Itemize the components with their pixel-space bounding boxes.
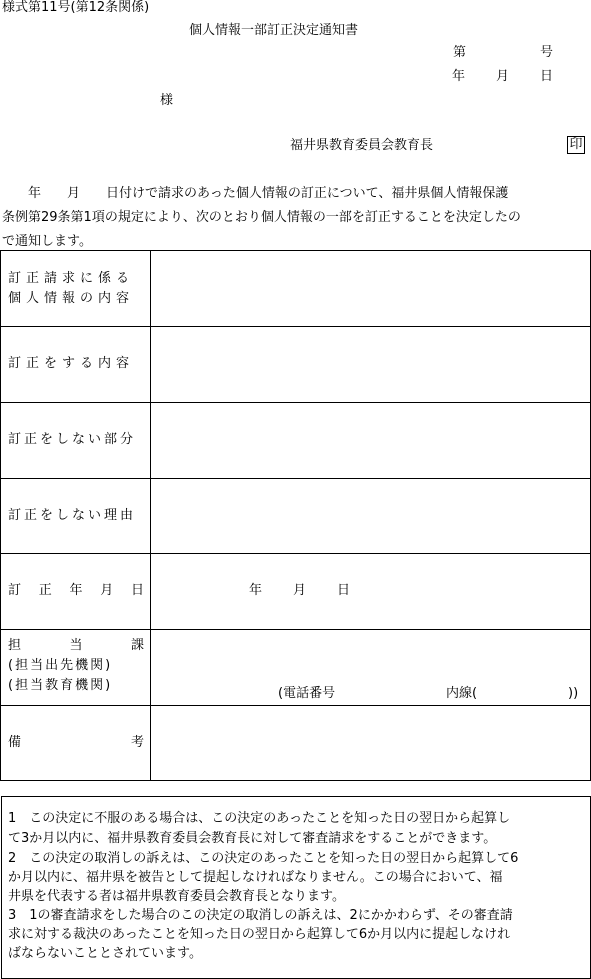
intro-line: 年 月 日付けで請求のあった個人情報の訂正について、福井県個人情報保護	[2, 186, 509, 201]
row-label-remarks: 備	[8, 735, 22, 750]
row-label-uncorrected-reason: 訂正をしない理由	[8, 508, 137, 523]
note-2-line-3: 井県を代表する者は福井県教育委員会教育長となります。	[8, 889, 345, 904]
label-char: 正	[38, 583, 52, 598]
phone-number-label: (電話番号	[278, 686, 336, 701]
row-label-remarks-2: 考	[131, 735, 145, 750]
note-2-line-2: か月以内に、福井県を被告として提起しなければなりません。この場合において、福	[8, 870, 503, 885]
row-label-education-office: (担当教育機関)	[8, 678, 113, 693]
label-char: 課	[130, 638, 144, 653]
correction-date-day: 日	[337, 583, 351, 598]
intro-line: で通知します。	[2, 234, 92, 249]
note-1-line-1: 1 この決定に不服のある場合は、この決定のあったことを知った日の翌日から起算し	[8, 811, 511, 826]
note-1-line-2: て3か月以内に、福井県教育委員会教育長に対して審査請求をすることができます。	[8, 831, 497, 846]
seal-mark: 印	[567, 136, 585, 154]
label-char: 担	[8, 638, 22, 653]
issuer-name: 福井県教育委員会教育長	[290, 138, 434, 153]
date-month-label: 月	[496, 69, 510, 84]
intro-paragraph	[2, 182, 590, 254]
doc-number-prefix: 第	[453, 45, 467, 60]
correction-date-year: 年	[249, 583, 263, 598]
row-label-request-content-2: 個人情報の内容	[8, 291, 135, 306]
row-label-request-content: 訂正請求に係る	[8, 271, 135, 286]
date-year-label: 年	[452, 69, 466, 84]
value-remarks[interactable]	[152, 707, 588, 778]
label-char: 訂	[8, 583, 22, 598]
doc-number-suffix: 号	[540, 45, 554, 60]
recipient-suffix: 様	[160, 93, 174, 108]
extension-close: ))	[568, 686, 579, 701]
value-request-content[interactable]	[152, 252, 588, 324]
label-char: 年	[69, 583, 83, 598]
intro-line: 条例第29条第1項の規定により、次のとおり個人情報の一部を訂正することを決定したの	[2, 210, 521, 225]
row-label-field-office: (担当出先機関)	[8, 658, 113, 673]
label-char: 日	[130, 583, 144, 598]
note-2-line-1: 2 この決定の取消しの訴えは、この決定のあったことを知った日の翌日から起算して6	[8, 851, 519, 866]
value-uncorrected-part[interactable]	[152, 404, 588, 476]
label-char: 月	[100, 583, 114, 598]
correction-date-month: 月	[293, 583, 307, 598]
value-uncorrected-reason[interactable]	[152, 480, 588, 551]
extension-label: 内線(	[446, 686, 478, 701]
note-3-line-1: 3 1の審査請求をした場合のこの決定の取消しの訴えは、2にかかわらず、その審査請	[8, 908, 513, 923]
row-label-correction-content: 訂正をする内容	[8, 356, 135, 371]
row-label-department	[8, 638, 144, 654]
row-label-uncorrected-part: 訂正をしない部分	[8, 432, 137, 447]
label-char: 当	[69, 638, 83, 653]
date-day-label: 日	[540, 69, 554, 84]
note-3-line-3: ばならないこととされています。	[8, 946, 202, 961]
form-number: 様式第11号(第12条関係)	[2, 0, 150, 15]
note-3-line-2: 求に対する裁決のあったことを知った日の翌日から起算して6か月以内に提起しなけれ	[8, 927, 511, 942]
row-label-correction-date	[8, 583, 144, 599]
document-title: 個人情報一部訂正決定通知書	[189, 23, 359, 38]
value-correction-content[interactable]	[152, 328, 588, 400]
